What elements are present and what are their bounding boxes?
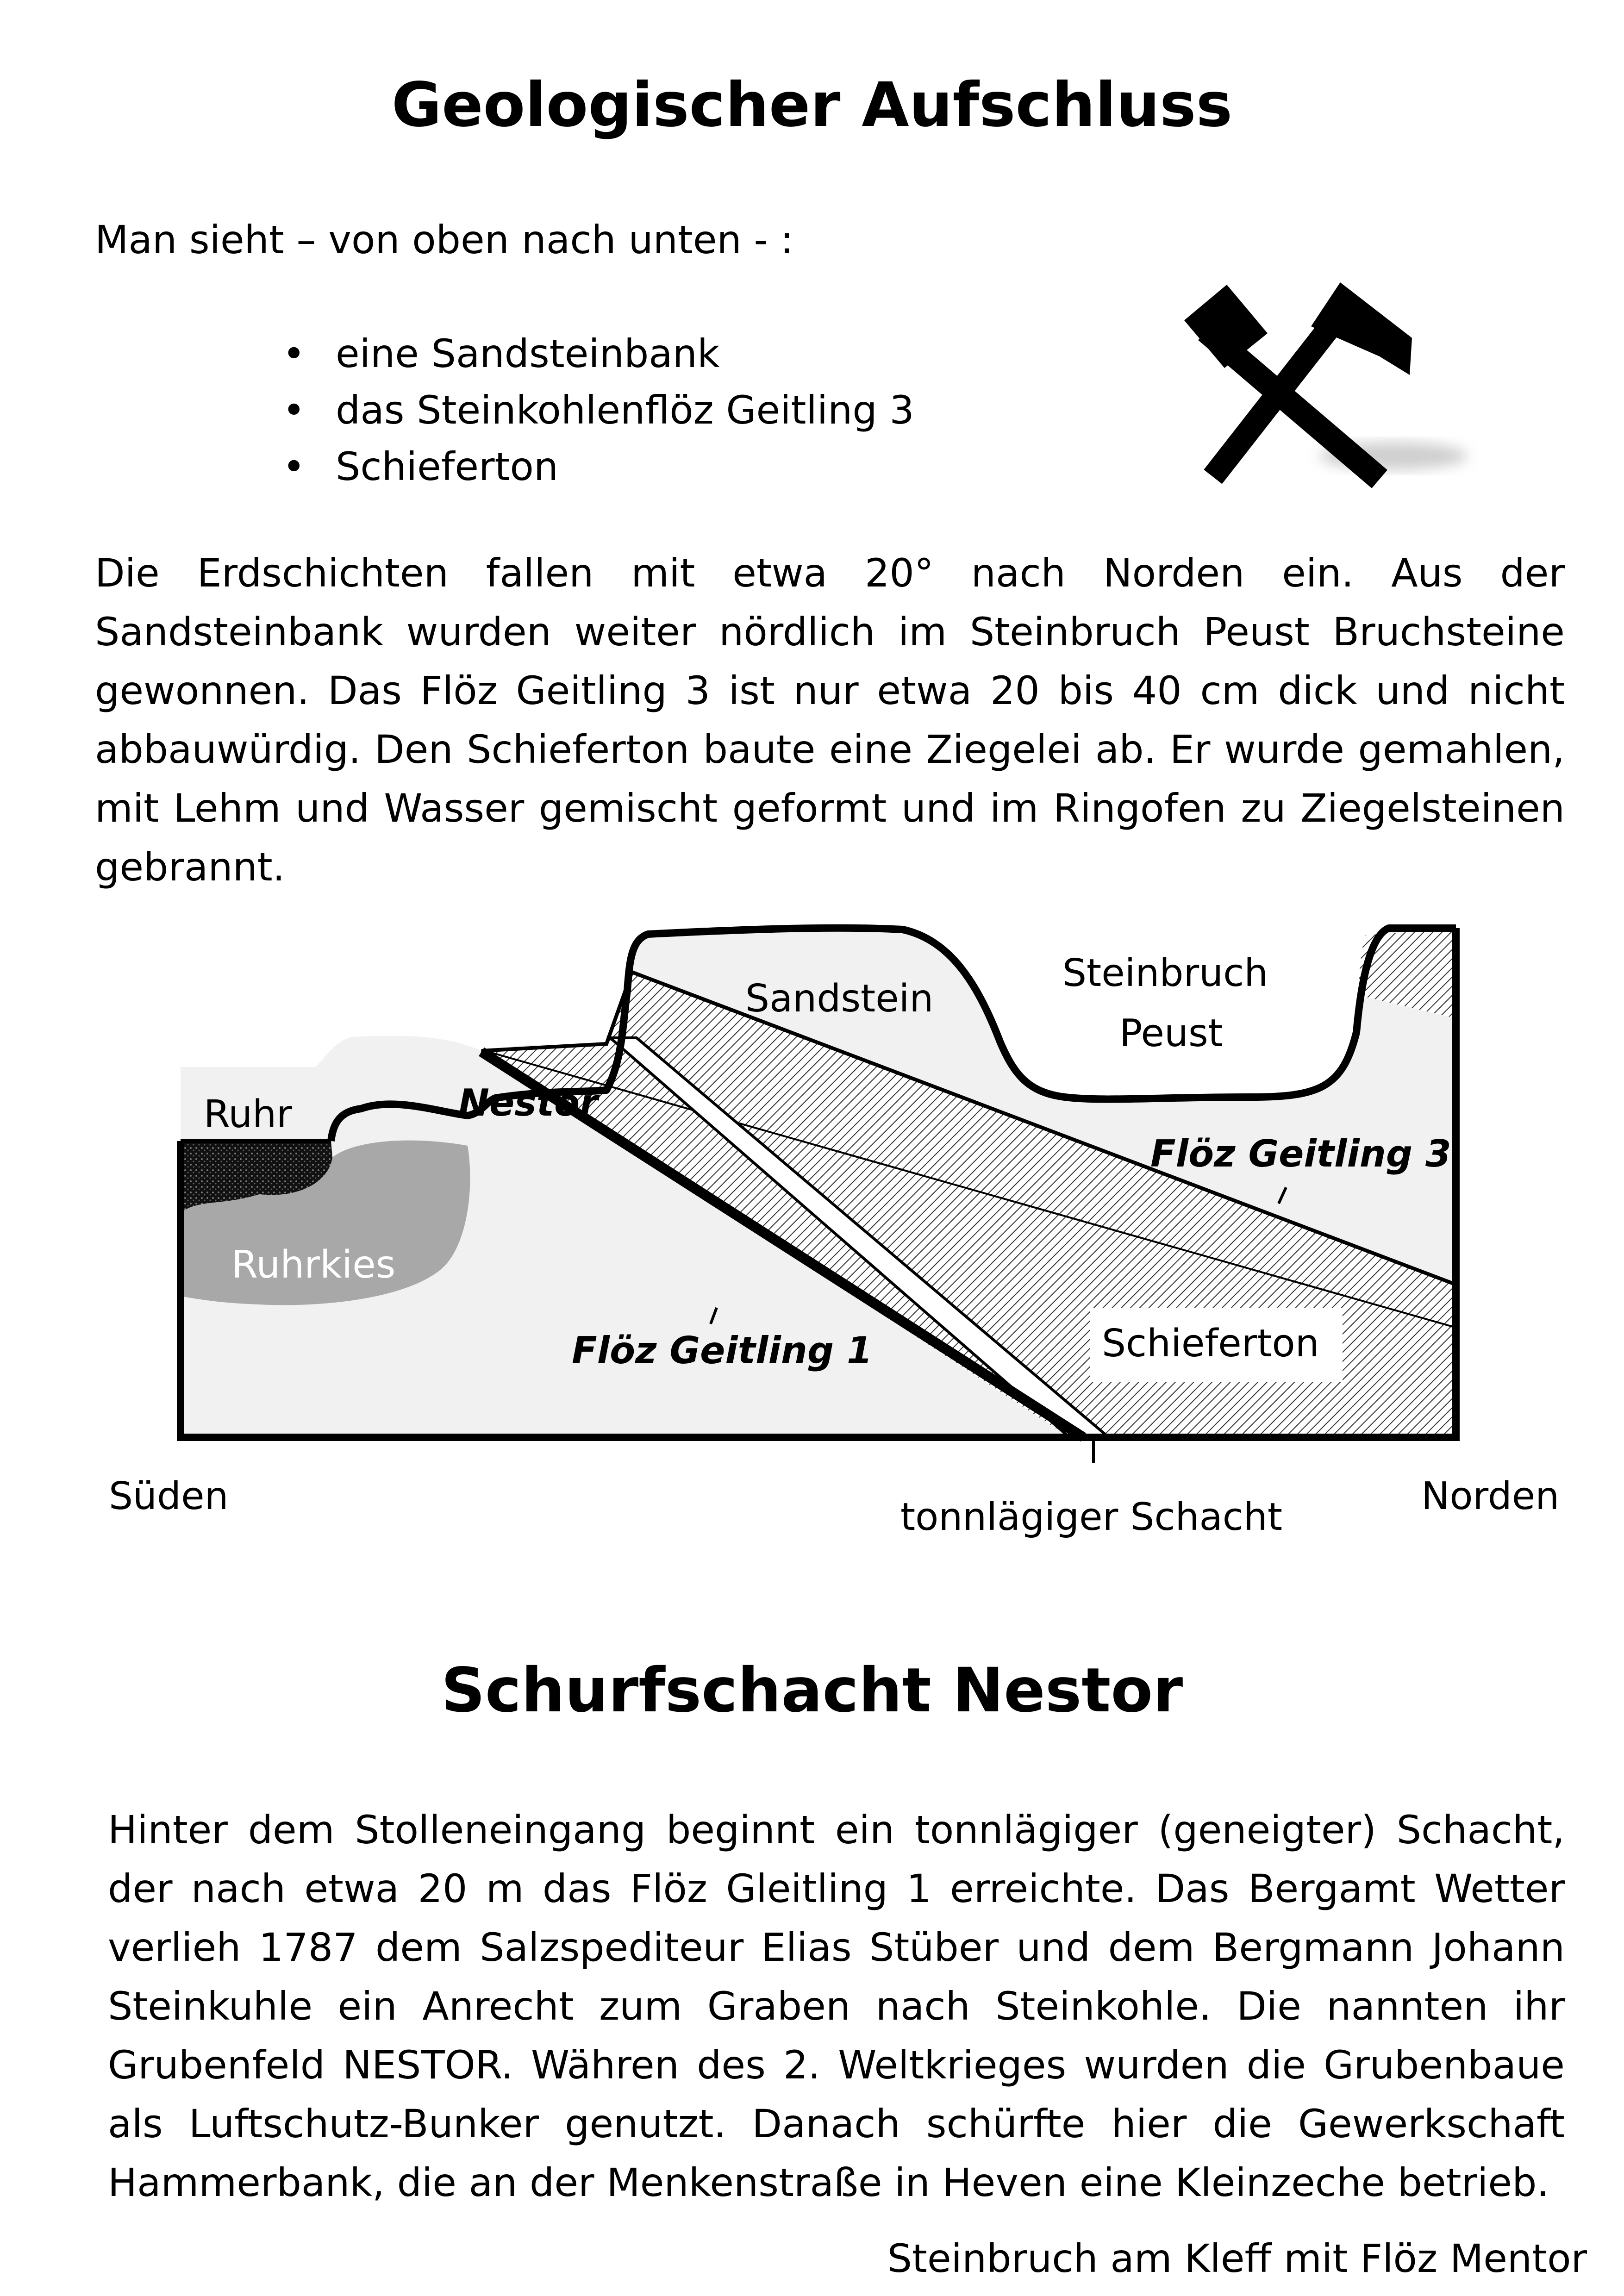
- geological-cross-section: [0, 880, 1624, 1551]
- layer-list: [282, 325, 914, 495]
- label-sandstein: Sandstein: [745, 977, 934, 1021]
- label-norden: Norden: [1421, 1474, 1560, 1518]
- hammer-and-pick-icon: [1162, 268, 1486, 509]
- footer-caption: Steinbruch am Kleff mit Flöz Mentor: [887, 2236, 1587, 2281]
- page-title: Geologischer Aufschluss: [391, 69, 1233, 141]
- label-floez-geitling-1: Flöz Geitling 1: [572, 1329, 873, 1372]
- label-ruhr: Ruhr: [204, 1092, 292, 1136]
- section-paragraph: Hinter dem Stolleneingang beginnt ein tonnlägiger (geneigter) Schacht, der nach etwa 20 m das Flöz Gleitling 1 erreichte. Das Bergamt Wetter verlieh 1787 dem Salzspediteur Elias Stüber und dem Bergmann Johann Steinkuhle ein Anrecht zum Graben nach Steinkohle. Die nannten ihr Grubenfeld NESTOR. Währen des 2. Weltkrieges wurden die Grubenbaue als Luftschutz-Bunker genutzt. Danach schürfte hier die Gewerkschaft Hammerbank, die an der Menkenstraße in Heven eine Kleinzeche betrieb.: [108, 1807, 1565, 2205]
- section-title: Schurfschacht Nestor: [441, 1655, 1183, 1726]
- label-peust: Peust: [1119, 1011, 1223, 1055]
- list-item: • Schieferton: [282, 438, 914, 495]
- label-schieferton: Schieferton: [1102, 1322, 1319, 1366]
- label-steinbruch: Steinbruch: [1062, 951, 1268, 995]
- label-tonnlaegiger-schacht: tonnlägiger Schacht: [900, 1495, 1282, 1539]
- list-item: • eine Sandsteinbank: [282, 325, 914, 382]
- list-item: • das Steinkohlenflöz Geitling 3: [282, 382, 914, 438]
- intro-paragraph: Die Erdschichten fallen mit etwa 20° nach Norden ein. Aus der Sandsteinbank wurden weiter nördlich im Steinbruch Peust Bruchsteine gewonnen. Das Flöz Geitling 3 ist nur etwa 20 bis 40 cm dick und nicht abbauwürdig. Den Schieferton baute eine Ziegelei ab. Er wurde gemahlen, mit Lehm und Wasser gemischt geformt und im Ringofen zu Ziegelsteinen gebrannt.: [95, 550, 1565, 890]
- label-ruhrkies: Ruhrkies: [231, 1243, 396, 1287]
- label-sueden: Süden: [109, 1474, 229, 1518]
- label-nestor: Nestor: [458, 1081, 598, 1124]
- intro-text: Man sieht – von oben nach unten - :: [95, 217, 793, 262]
- label-floez-geitling-3: Flöz Geitling 3: [1150, 1132, 1451, 1175]
